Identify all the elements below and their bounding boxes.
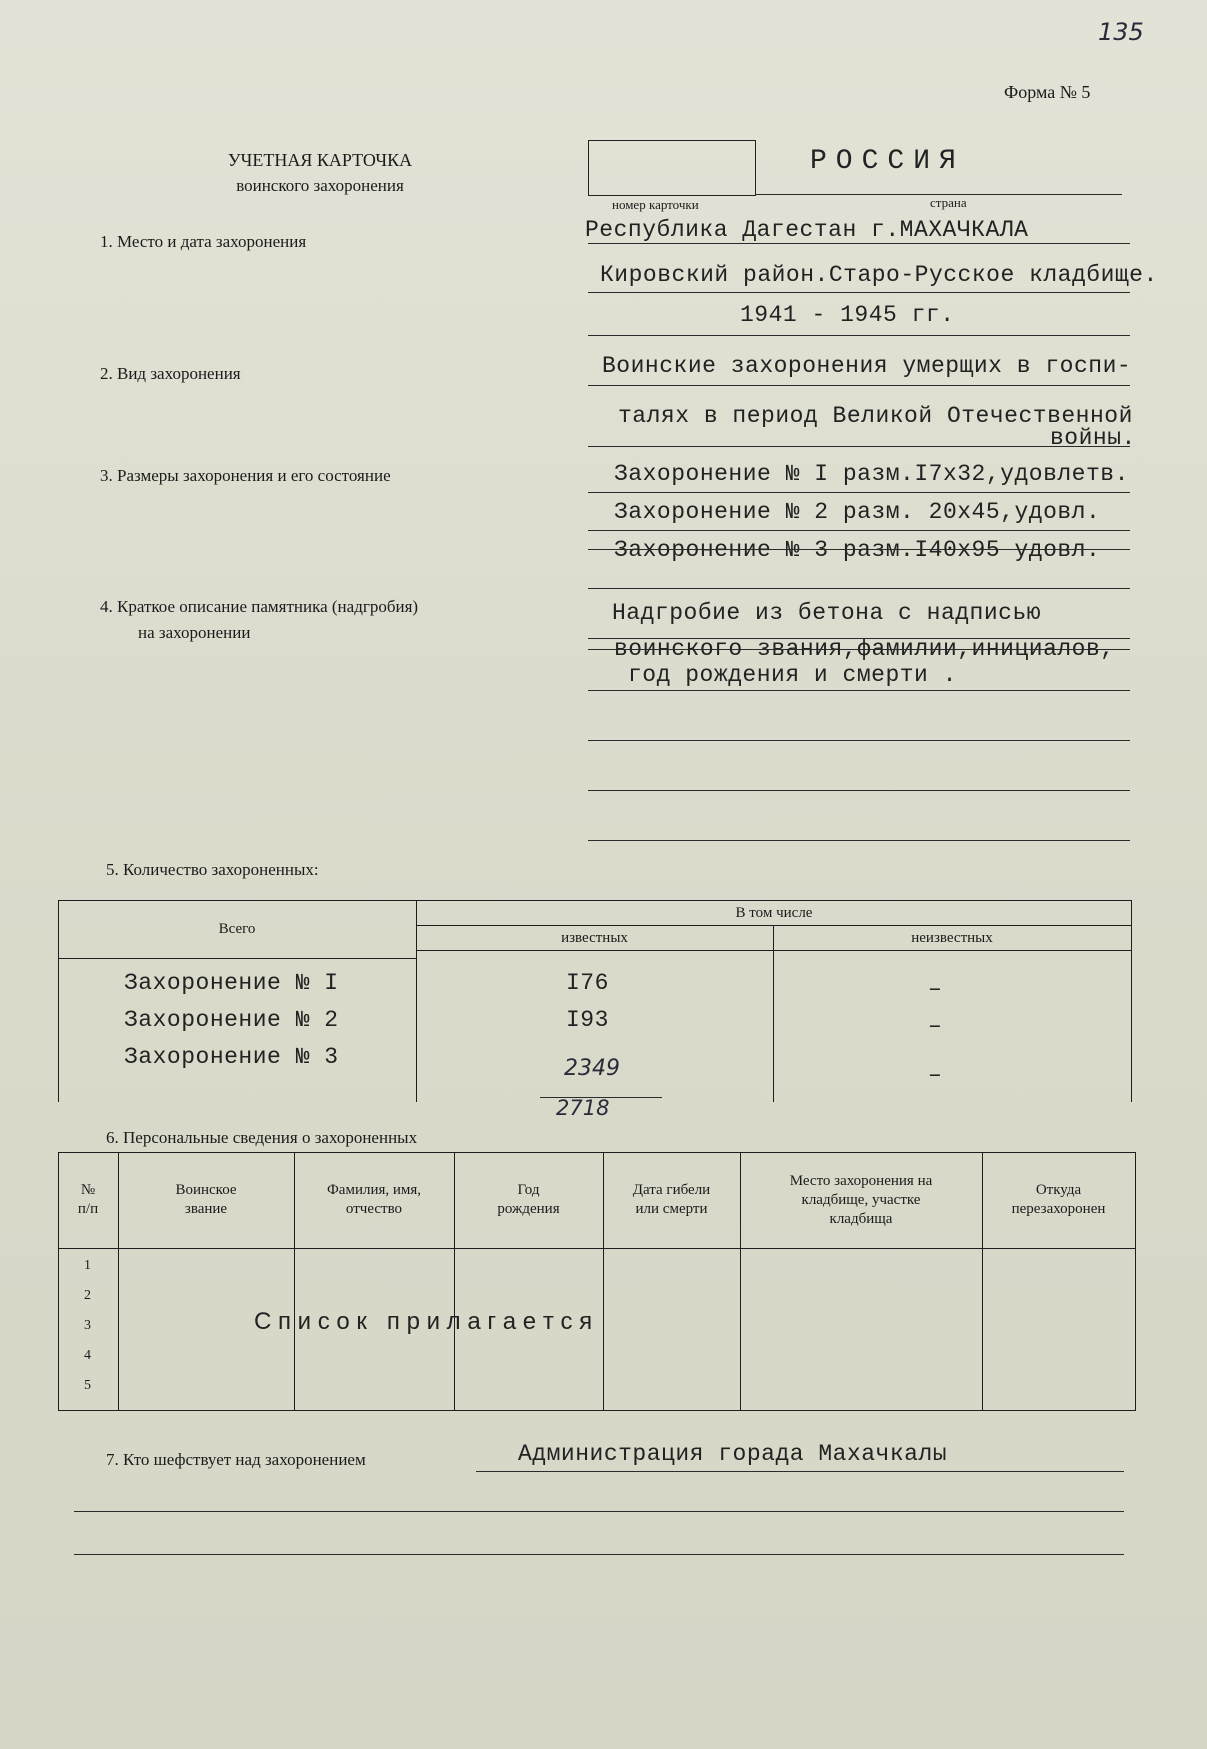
title-line2: воинского захоронения — [236, 176, 404, 195]
item7-value: Администрация горада Махачкалы — [518, 1441, 948, 1467]
col-reburied-from-header: Откуда перезахоронен — [1011, 1182, 1106, 1217]
item5-label: 5. Количество захороненных: — [106, 860, 319, 879]
col-birth-year-header: Год рождения — [497, 1182, 560, 1217]
item1-line1: Республика Дагестан г.МАХАЧКАЛА — [585, 217, 1029, 243]
item3-label: 3. Размеры захоронения и его состояние — [100, 466, 391, 485]
col-burial-place-header: Место захоронения на кладбище, участке кладбища — [789, 1172, 933, 1227]
personal-details-table — [58, 1152, 1136, 1412]
item2-line3: войны. — [1050, 425, 1136, 451]
item4-line1: Надгробие из бетона с надписью — [612, 600, 1042, 626]
country-label: страна — [930, 195, 967, 210]
item3-line1: Захоронение № I разм.I7x32,удовлетв. — [614, 461, 1129, 487]
sum-handwritten: 2718 — [556, 1096, 610, 1120]
row-number-4: 4 — [84, 1348, 91, 1363]
col-name-header: Фамилия, имя, отчество — [326, 1182, 422, 1217]
row1-known: I76 — [566, 970, 609, 996]
item6-label: 6. Персональные сведения о захороненных — [106, 1128, 418, 1147]
page-number: 135 — [1098, 18, 1144, 46]
burials-count-table — [58, 900, 1132, 1102]
row3-known: 2349 — [564, 1056, 620, 1081]
row-number-2: 2 — [84, 1288, 91, 1303]
item4-line3: год рождения и смерти . — [628, 662, 957, 688]
header-total: Всего — [218, 920, 256, 937]
item2-label: 2. Вид захоронения — [100, 364, 241, 383]
country-value: РОССИЯ — [810, 146, 965, 177]
row1-total: Захоронение № I — [124, 970, 339, 996]
item1-line2: Кировский район.Старо-Русское кладбище. — [600, 262, 1158, 288]
item2-line2: талях в период Великой Отечественной — [618, 403, 1133, 429]
row2-total: Захоронение № 2 — [124, 1007, 339, 1033]
item7-label: 7. Кто шефствует над захоронением — [106, 1450, 366, 1469]
row3-unknown: – — [928, 1062, 943, 1088]
card-number-label: номер карточки — [612, 197, 699, 212]
item3-line2: Захоронение № 2 разм. 20x45,удовл. — [614, 499, 1101, 525]
row-number-3: 3 — [84, 1318, 91, 1333]
row-number-5: 5 — [84, 1378, 91, 1393]
col-death-date-header: Дата гибели или смерти — [632, 1182, 711, 1217]
item1-label: 1. Место и дата захоронения — [100, 232, 307, 251]
item4-label-line1: 4. Краткое описание памятника (надгробия) — [100, 597, 419, 616]
list-attached-note: С п и с о к п р и л а г а е т с я — [254, 1308, 593, 1335]
row2-unknown: – — [928, 1013, 943, 1039]
header-including: В том числе — [735, 904, 813, 921]
item3-line3: Захоронение № 3 разм.I40x95 удовл. — [614, 537, 1101, 563]
row3-total: Захоронение № 3 — [124, 1044, 339, 1070]
row2-known: I93 — [566, 1007, 609, 1033]
title-line1: УЧЕТНАЯ КАРТОЧКА — [227, 150, 413, 170]
row-number-1: 1 — [84, 1258, 91, 1273]
col-number-header: № п/п — [77, 1182, 99, 1217]
row1-unknown: – — [928, 976, 943, 1002]
item4-line2: воинского звания,фамилии,инициалов, — [614, 636, 1115, 662]
col-rank-header: Воинское звание — [175, 1182, 237, 1217]
card-number-box — [588, 140, 756, 196]
header-unknown: неизвестных — [911, 929, 993, 946]
item4-label-line2: на захоронении — [138, 623, 251, 642]
header-known: известных — [561, 929, 628, 946]
item1-line3: 1941 - 1945 гг. — [740, 302, 955, 328]
form-label: Форма № 5 — [1004, 82, 1091, 102]
item2-line1: Воинские захоронения умерщих в госпи- — [602, 353, 1132, 379]
